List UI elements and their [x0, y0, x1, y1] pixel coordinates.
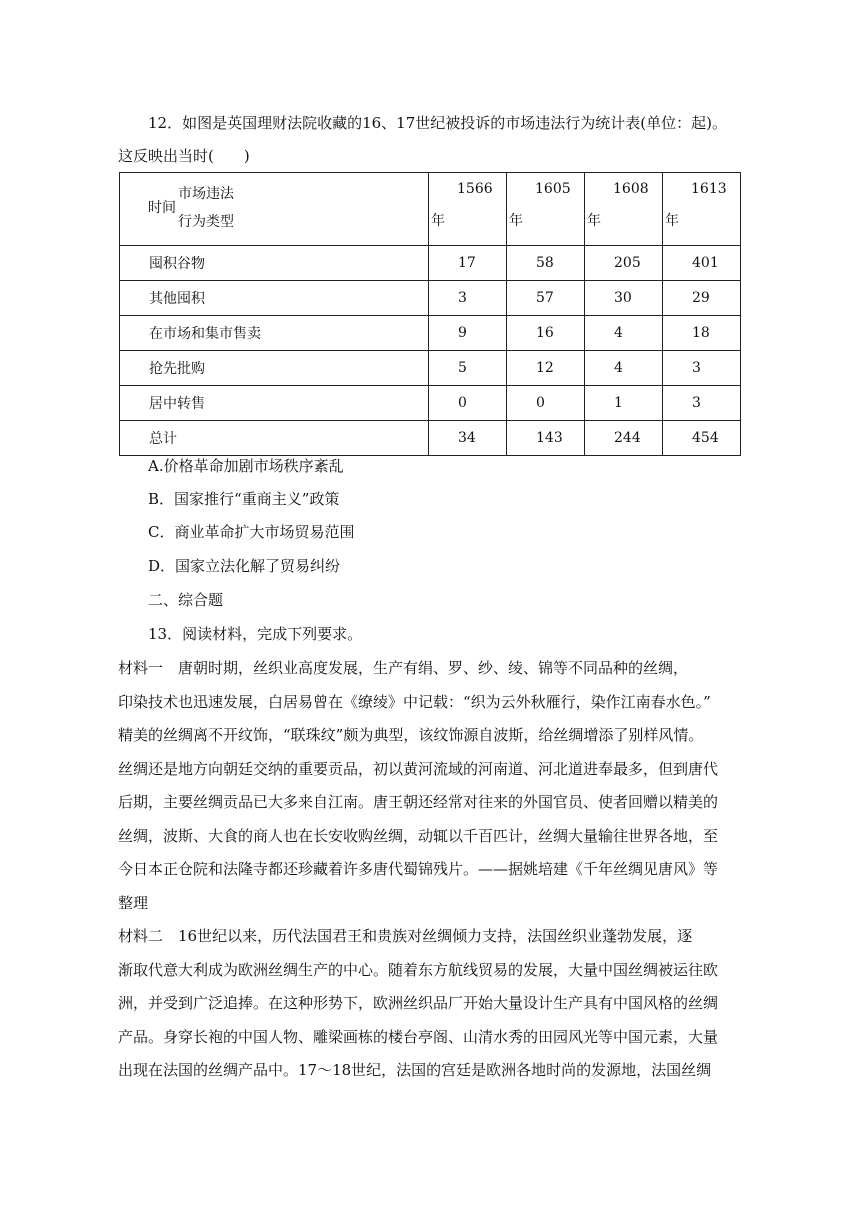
- header-time-label: 时间: [148, 200, 176, 216]
- table-cell: 9: [429, 316, 507, 351]
- table-cell: 143: [507, 421, 585, 456]
- table-row: [120, 246, 741, 281]
- material-1-line: 印染技术也迅速发展，白居易曾在《缭绫》中记载：“织为云外秋雁行，染作江南春水色。”: [118, 693, 711, 711]
- table-cell: 3: [429, 281, 507, 316]
- material-1-line: 丝绸还是地方向朝廷交纳的重要贡品，初以黄河流域的河南道、河北道进奉最多，但到唐代: [118, 760, 719, 778]
- question-12-stem-line2: 这反映出当时( ): [118, 147, 250, 165]
- table-row-total: [120, 421, 741, 456]
- row-label: 其他囤积: [120, 281, 429, 316]
- table-cell: 401: [663, 246, 741, 281]
- table-cell: 244: [585, 421, 663, 456]
- header-year-1605: 1605 年: [507, 173, 585, 246]
- material-1-line: 整理: [118, 894, 149, 912]
- row-label: 囤积谷物: [120, 246, 429, 281]
- row-label: 总计: [120, 421, 429, 456]
- question-12-stem-line1: 12．如图是英国理财法院收藏的16、17世纪被投诉的市场违法行为统计表(单位：起)。: [148, 114, 727, 132]
- table-cell: 18: [663, 316, 741, 351]
- question-13-stem: 13．阅读材料，完成下列要求。: [148, 625, 363, 643]
- option-d: D．国家立法化解了贸易纠纷: [148, 557, 341, 575]
- table-header-row: [120, 173, 741, 246]
- material-2-line: 渐取代意大利成为欧洲丝绸生产的中心。随着东方航线贸易的发展，大量中国丝绸被运往欧: [118, 961, 719, 979]
- option-b: B．国家推行“重商主义”政策: [148, 490, 340, 508]
- material-2-line: 产品。身穿长袍的中国人物、雕梁画栋的楼台亭阁、山清水秀的田园风光等中国元素，大量: [118, 1028, 719, 1046]
- table-cell: 4: [585, 351, 663, 386]
- table-cell: 5: [429, 351, 507, 386]
- table-row: [120, 386, 741, 421]
- header-violation-type-bottom: 行为类型: [178, 214, 234, 230]
- table-cell: 0: [507, 386, 585, 421]
- material-2-line: 材料二 16世纪以来，历代法国君王和贵族对丝绸倾力支持，法国丝织业蓬勃发展，逐: [118, 927, 693, 945]
- table-cell: 205: [585, 246, 663, 281]
- material-2-line: 出现在法国的丝绸产品中。17～18世纪，法国的宫廷是欧洲各地时尚的发源地，法国丝绸: [118, 1061, 712, 1079]
- option-c: C．商业革命扩大市场贸易范围: [148, 523, 355, 541]
- table-row: [120, 281, 741, 316]
- table-cell: 16: [507, 316, 585, 351]
- material-1-line: 丝绸，波斯、大食的商人也在长安收购丝绸，动辄以千百匹计，丝绸大量输往世界各地，至: [118, 827, 719, 845]
- material-1-line: 精美的丝绸离不开纹饰，“联珠纹”颇为典型，该纹饰源自波斯，给丝绸增添了别样风情。: [118, 726, 704, 744]
- table-cell: 58: [507, 246, 585, 281]
- table-cell: 17: [429, 246, 507, 281]
- table-cell: 3: [663, 351, 741, 386]
- table-row: [120, 316, 741, 351]
- material-2-line: 洲，并受到广泛追捧。在这种形势下，欧洲丝织品厂开始大量设计生产具有中国风格的丝绸: [118, 994, 719, 1012]
- table-cell: 454: [663, 421, 741, 456]
- table-row: [120, 351, 741, 386]
- row-label: 抢先批购: [120, 351, 429, 386]
- market-violation-table: [119, 172, 741, 456]
- header-year-1566: 1566 年: [429, 173, 507, 246]
- table-cell: 12: [507, 351, 585, 386]
- material-1-line: 今日本正仓院和法隆寺都还珍藏着许多唐代蜀锦残片。——据姚培建《千年丝绸见唐风》等: [118, 860, 719, 878]
- material-1-line: 后期，主要丝绸贡品已大多来自江南。唐王朝还经常对往来的外国官员、使者回赠以精美的: [118, 793, 719, 811]
- table-header-diagonal-cell: [120, 173, 429, 246]
- table-cell: 29: [663, 281, 741, 316]
- header-year-1608: 1608 年: [585, 173, 663, 246]
- table-cell: 0: [429, 386, 507, 421]
- table-cell: 34: [429, 421, 507, 456]
- header-year-1613: 1613 年: [663, 173, 741, 246]
- table-cell: 30: [585, 281, 663, 316]
- row-label: 在市场和集市售卖: [120, 316, 429, 351]
- table-cell: 4: [585, 316, 663, 351]
- table-cell: 57: [507, 281, 585, 316]
- header-violation-type-top: 市场违法: [178, 186, 234, 202]
- option-a: A.价格革命加剧市场秩序紊乱: [148, 457, 344, 475]
- material-1-line: 材料一 唐朝时期，丝织业高度发展，生产有绢、罗、纱、绫、锦等不同品种的丝绸，: [118, 659, 689, 677]
- table-cell: 3: [663, 386, 741, 421]
- row-label: 居中转售: [120, 386, 429, 421]
- section-heading-comprehensive: 二、综合题: [148, 591, 224, 609]
- table-cell: 1: [585, 386, 663, 421]
